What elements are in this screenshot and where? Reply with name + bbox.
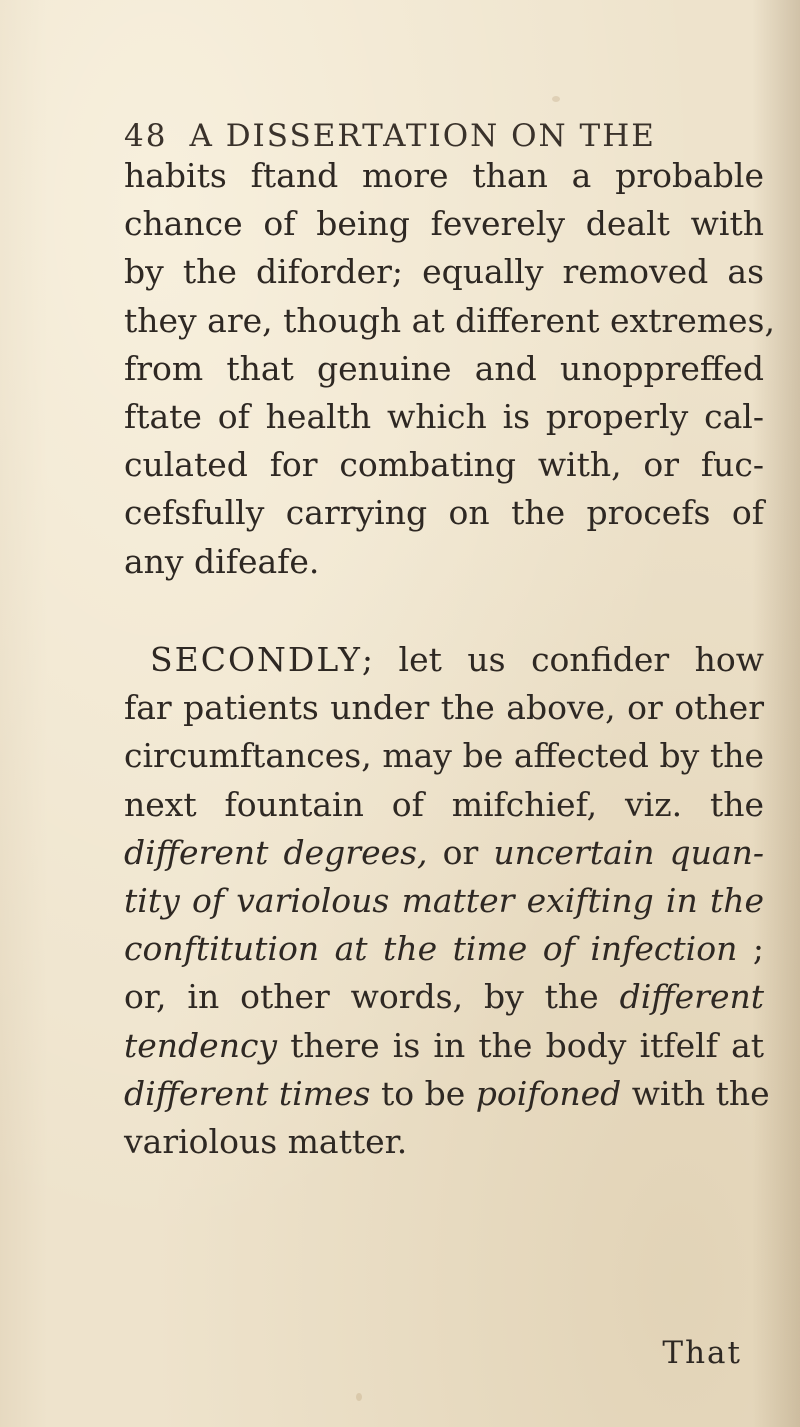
text-run: ; let us confider how <box>361 640 764 679</box>
text-line <box>124 925 764 973</box>
text-line: ftate of health which is properly cal- <box>124 397 764 437</box>
running-header <box>124 118 656 154</box>
text-line: next fountain of mifchief, viz. the <box>124 784 764 824</box>
italic-run: different degrees, <box>124 832 428 872</box>
text-line: circumftances, may be affected by the <box>124 736 764 776</box>
paragraph-1 <box>124 152 775 586</box>
catchword: That <box>662 1335 742 1371</box>
text-line: any difeafe. <box>124 541 320 581</box>
text-line: culated for combating with, or fuc- <box>124 445 764 485</box>
text-line <box>124 877 764 925</box>
italic-run: tity of variolous matter exifting in the <box>124 881 764 921</box>
text-line <box>124 1022 764 1070</box>
text-line <box>124 636 764 684</box>
text-line: by the diforder; equally removed as <box>124 252 764 292</box>
text-line: from that genuine and unoppreffed <box>124 348 764 388</box>
foxing-spot <box>552 96 560 102</box>
text-run: or, in other words, by the <box>124 977 620 1017</box>
page-number: 48 <box>124 118 168 154</box>
text-line <box>124 829 764 877</box>
text-line: they are, though at different extremes, <box>124 300 775 340</box>
text-run: or <box>427 832 494 872</box>
text-line: cefsfully carrying on the procefs of <box>124 493 764 533</box>
italic-run: different <box>619 977 764 1017</box>
text-run: there is in the body itfelf at <box>277 1025 764 1065</box>
text-run: to be <box>370 1073 476 1113</box>
text-line: chance of being feverely dealt with <box>124 204 764 244</box>
foxing-spot <box>356 1393 362 1401</box>
italic-run: poifoned <box>475 1073 622 1113</box>
italic-run: conftitution at the time of infection <box>124 929 738 969</box>
section-word: SECONDLY <box>150 640 362 679</box>
text-line: variolous matter. <box>124 1122 408 1162</box>
paragraph-2 <box>124 636 770 1166</box>
text-line: far patients under the above, or other <box>124 688 764 728</box>
text-run: with the <box>621 1073 770 1113</box>
text-run: ; <box>752 929 764 969</box>
text-line: habits ftand more than a probable <box>124 156 764 195</box>
italic-run: uncertain quan- <box>493 832 765 872</box>
running-title: A DISSERTATION ON THE <box>189 118 656 154</box>
text-line <box>124 1070 770 1118</box>
italic-run: different times <box>124 1073 371 1113</box>
text-line <box>124 973 764 1021</box>
italic-run: tendency <box>124 1025 278 1065</box>
